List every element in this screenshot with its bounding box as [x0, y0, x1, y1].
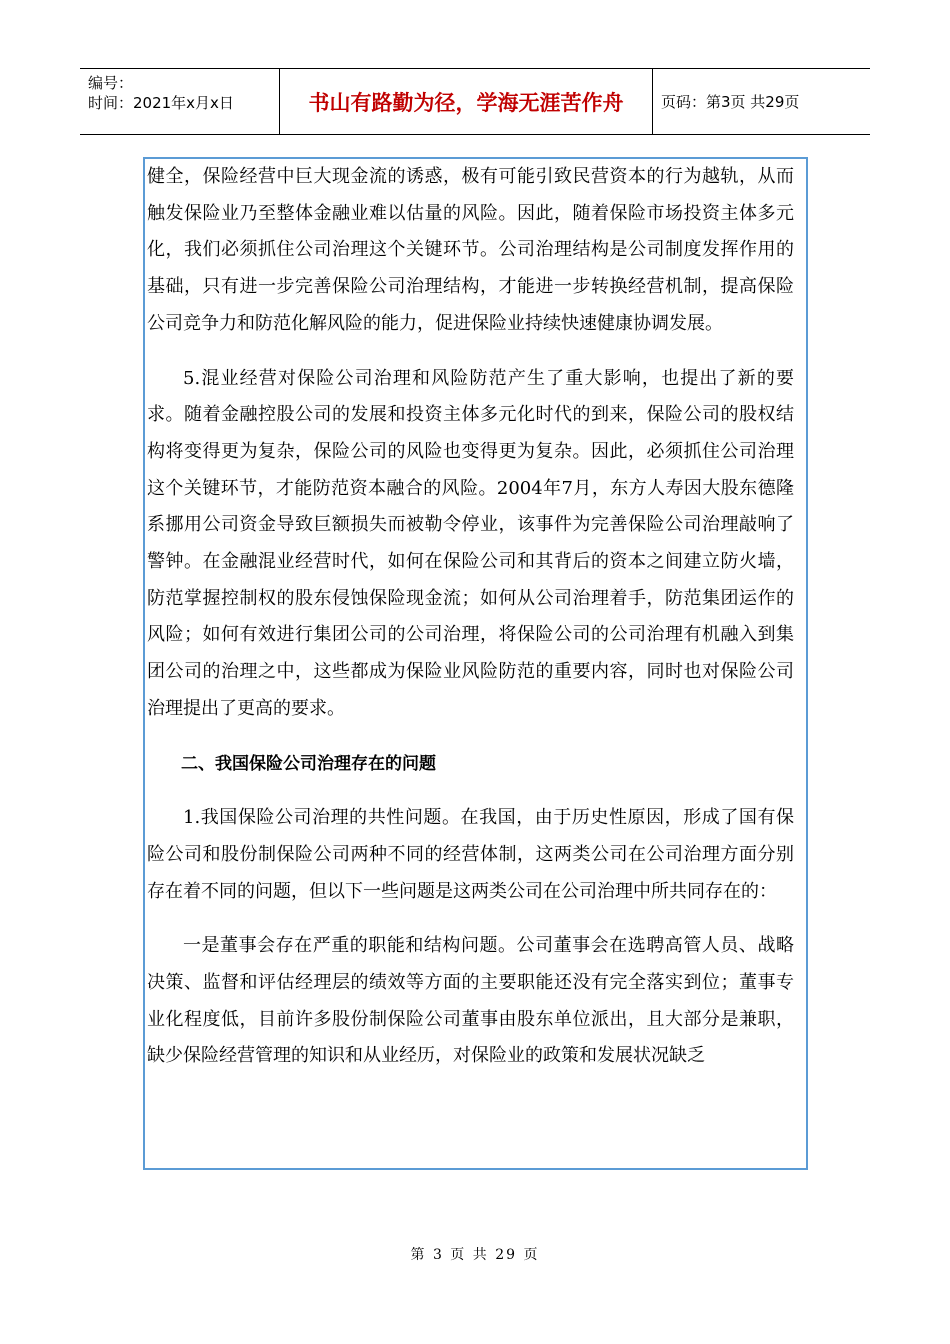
document-date-label: 时间：2021年x月x日 — [88, 94, 234, 112]
body-text-frame — [143, 157, 808, 1170]
header-motto: 书山有路勤为径，学海无涯苦作舟 — [280, 69, 653, 134]
section-heading: 二、我国保险公司治理存在的问题 — [181, 753, 436, 774]
document-number-label: 编号： — [88, 74, 134, 92]
paragraph-board-issues: 一是董事会存在严重的职能和结构问题。公司董事会在选聘高管人员、战略决策、监督和评估经理层的绩效等方面的主要职能还没有完全落实到位；董事专业化程度低，目前许多股份制保险公司董事由股东单位派出，且大部分是兼职，缺少保险经营管理的知识和从业经历，对保险业的政策和发展状况缺乏 — [147, 935, 794, 1067]
page-footer: 第 3 页 共 29 页 — [410, 1247, 540, 1263]
header-meta — [80, 69, 280, 134]
paragraph-mixed-operation: 5.混业经营对保险公司治理和风险防范产生了重大影响，也提出了新的要求。随着金融控股公司的发展和投资主体多元化时代的到来，保险公司的股权结构将变得更为复杂，保险公司的风险也变得更为复杂。因此，必须抓住公司治理这个关键环节，才能防范资本融合的风险。2004年7月，东方人寿因大股东德隆系挪用公司资金导致巨额损失而被勒令停业，该事件为完善保险公司治理敲响了警钟。在金融混业经营时代，如何在保险公司和其背后的资本之间建立防火墙，防范掌握控制权的股东侵蚀保险现金流；如何从公司治理着手，防范集团运作的风险；如何有效进行集团公司的公司治理，将保险公司的公司治理有机融入到集团公司的治理之中，这些都成为保险业风险防范的重要内容，同时也对保险公司治理提出了更高的要求。 — [147, 367, 794, 719]
header-page-number: 页码：第3页 共29页 — [661, 93, 800, 111]
page-header — [80, 68, 870, 135]
paragraph-continuation: 健全，保险经营中巨大现金流的诱惑，极有可能引致民营资本的行为越轨，从而触发保险业乃至整体金融业难以估量的风险。因此，随着保险市场投资主体多元化，我们必须抓住公司治理这个关键环节。公司治理结构是公司制度发挥作用的基础，只有进一步完善保险公司治理结构，才能进一步转换经营机制，提高保险公司竞争力和防范化解风险的能力，促进保险业持续快速健康协调发展。 — [147, 166, 794, 334]
paragraph-common-issues: 1.我国保险公司治理的共性问题。在我国，由于历史性原因，形成了国有保险公司和股份制保险公司两种不同的经营体制，这两类公司在公司治理方面分别存在着不同的问题，但以下一些问题是这两类公司在公司治理中所共同存在的： — [147, 807, 794, 902]
